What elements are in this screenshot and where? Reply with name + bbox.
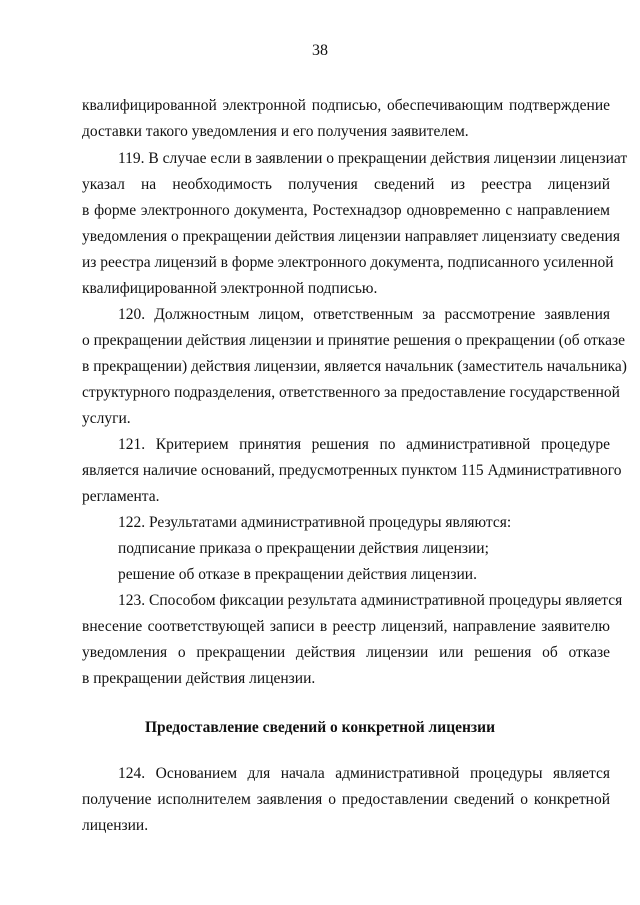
text-line: структурного подразделения, ответственного за предоставление государственной xyxy=(82,384,620,401)
text-line: о прекращении действия лицензии и принятие решения о прекращении (об отказе xyxy=(82,332,625,349)
list-item: подписание приказа о прекращении действия лицензии; xyxy=(118,540,489,557)
text-line: из реестра лицензий в форме электронного документа, подписанного усиленной xyxy=(82,254,614,271)
text-line: внесение соответствующей записи в реестр лицензий, направление заявителю xyxy=(82,618,610,635)
section-heading: Предоставление сведений о конкретной лицензии xyxy=(144,719,496,736)
text-line: квалифицированной электронной подписью, обеспечивающим подтверждение xyxy=(82,97,610,114)
text-line: услуги. xyxy=(82,410,131,427)
text-line: в прекращении действия лицензии. xyxy=(82,670,316,687)
list-item: решение об отказе в прекращении действия лицензии. xyxy=(118,566,477,583)
text-line: является наличие оснований, предусмотренных пунктом 115 Административного xyxy=(82,462,622,479)
text-line: уведомления о прекращении действия лицензии или решения об отказе xyxy=(82,644,610,661)
text-line: доставки такого уведомления и его получения заявителем. xyxy=(82,123,469,140)
paragraph-123-start: 123. Способом фиксации результата административной процедуры является xyxy=(118,592,623,609)
paragraph-121-start: 121. Критерием принятия решения по административной процедуре xyxy=(118,436,610,453)
text-line: квалифицированной электронной подписью. xyxy=(82,280,378,297)
text-line: получение исполнителем заявления о предоставлении сведений о конкретной xyxy=(82,791,610,808)
text-line: указал на необходимость получения сведений из реестра лицензий xyxy=(82,176,610,193)
text-line: уведомления о прекращении действия лицензии направляет лицензиату сведения xyxy=(82,228,620,245)
text-line: лицензии. xyxy=(82,817,149,834)
text-line: в форме электронного документа, Ростехнадзор одновременно с направлением xyxy=(82,202,610,219)
paragraph-120-start: 120. Должностным лицом, ответственным за рассмотрение заявления xyxy=(118,306,610,323)
text-line: регламента. xyxy=(82,488,160,505)
paragraph-122-start: 122. Результатами административной процедуры являются: xyxy=(118,514,512,531)
paragraph-124-start: 124. Основанием для начала административной процедуры является xyxy=(118,765,610,782)
paragraph-119-start: 119. В случае если в заявлении о прекращении действия лицензии лицензиат xyxy=(118,150,628,167)
text-line: в прекращении) действия лицензии, является начальник (заместитель начальника) xyxy=(82,358,627,375)
page-number: 38 xyxy=(312,42,328,59)
